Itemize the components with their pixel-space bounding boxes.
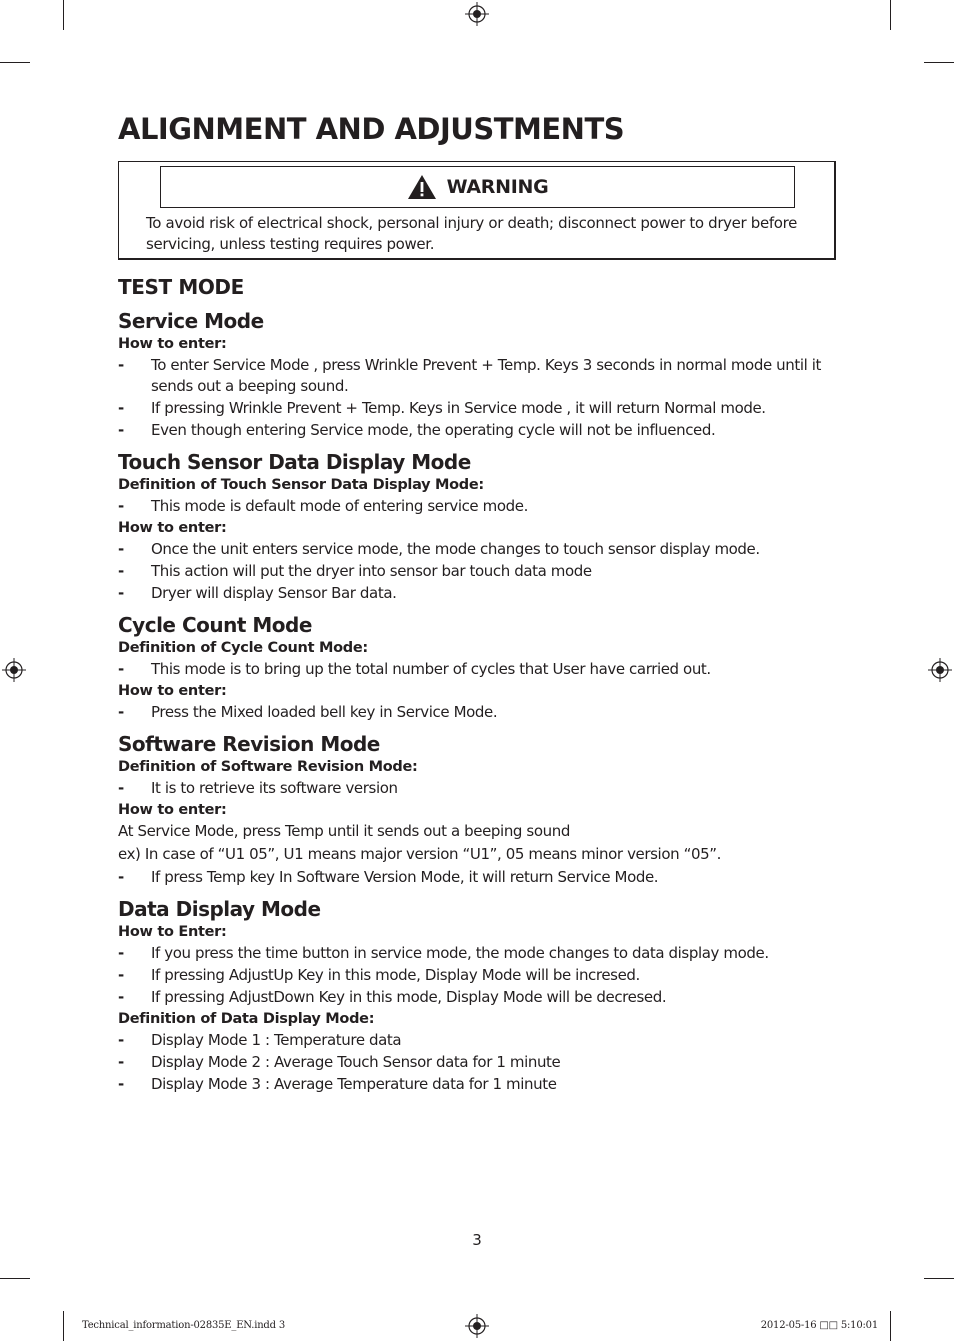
bullet-list — [118, 496, 838, 517]
test-mode-title: TEST MODE — [118, 275, 244, 299]
bullet-item: - It is to retrieve its software version — [118, 778, 838, 799]
section-title: Software Revision Mode — [118, 732, 380, 756]
bullet-item: - This mode is to bring up the total number of cycles that User have carried out. — [118, 659, 838, 680]
bullet-item: - To enter Service Mode , press Wrinkle Prevent + Temp. Keys 3 seconds in normal mode until it sends out a beeping sound. — [118, 355, 838, 397]
paragraph: ex) In case of “U1 05”, U1 means major version “U1”, 05 means minor version “05”. — [118, 845, 721, 863]
crop-mark — [63, 1311, 64, 1341]
subheading-label: Definition of Cycle Count Mode: — [118, 640, 368, 656]
section-title: Touch Sensor Data Display Mode — [118, 450, 471, 474]
section — [118, 896, 838, 1095]
registration-mark-icon — [2, 658, 26, 682]
section-title: Service Mode — [118, 309, 264, 333]
subheading-label: How to enter: — [118, 802, 227, 818]
crop-mark — [0, 1278, 30, 1279]
registration-mark-icon — [465, 2, 489, 26]
subheading-label: How to enter: — [118, 520, 227, 536]
page-number: 3 — [472, 1231, 482, 1249]
bullet-item: - Display Mode 3 : Average Temperature data for 1 minute — [118, 1074, 838, 1095]
paragraph: At Service Mode, press Temp until it sends out a beeping sound — [118, 822, 570, 840]
bullet-item: - This mode is default mode of entering service mode. — [118, 496, 838, 517]
registration-mark-icon — [465, 1314, 489, 1338]
bullet-list — [118, 539, 838, 604]
bullet-item: - If pressing AdjustUp Key in this mode, Display Mode will be incresed. — [118, 965, 838, 986]
section-title: Data Display Mode — [118, 897, 321, 921]
subheading-label: Definition of Touch Sensor Data Display Mode: — [118, 477, 484, 493]
bullet-item: - Once the unit enters service mode, the mode changes to touch sensor display mode. — [118, 539, 838, 560]
crop-mark — [0, 62, 30, 63]
sections-container — [118, 308, 838, 1095]
bullet-item: - Press the Mixed loaded bell key in Service Mode. — [118, 702, 838, 723]
section — [118, 449, 838, 604]
content — [118, 274, 838, 1103]
bullet-item: - If press Temp key In Software Version Mode, it will return Service Mode. — [118, 867, 838, 888]
subheading-label: Definition of Software Revision Mode: — [118, 759, 418, 775]
page-title: ALIGNMENT AND ADJUSTMENTS — [118, 112, 625, 146]
bullet-list — [118, 355, 838, 441]
bullet-list — [118, 867, 838, 888]
bullet-item: - Even though entering Service mode, the operating cycle will not be influenced. — [118, 420, 838, 441]
bullet-item: - This action will put the dryer into sensor bar touch data mode — [118, 561, 838, 582]
section — [118, 731, 838, 888]
crop-mark — [890, 1311, 891, 1341]
crop-mark — [924, 1278, 954, 1279]
warning-box — [118, 161, 836, 260]
subheading-label: Definition of Data Display Mode: — [118, 1011, 375, 1027]
warning-header — [160, 166, 795, 208]
section-title: Cycle Count Mode — [118, 613, 312, 637]
section — [118, 308, 838, 441]
bullet-list — [118, 778, 838, 799]
warning-text: To avoid risk of electrical shock, personal injury or death; disconnect power to dryer before servicing, unless testing requires power. — [146, 214, 797, 253]
bullet-item: - If you press the time button in service mode, the mode changes to data display mode. — [118, 943, 838, 964]
footer-slug-left: Technical_information-02835E_EN.indd 3 — [82, 1320, 285, 1331]
crop-mark — [924, 62, 954, 63]
bullet-list — [118, 659, 838, 680]
subheading-label: How to Enter: — [118, 924, 227, 940]
warning-label: WARNING — [446, 176, 549, 198]
subheading-label: How to enter: — [118, 683, 227, 699]
section — [118, 612, 838, 723]
bullet-item: - Display Mode 1 : Temperature data — [118, 1030, 838, 1051]
bullet-list — [118, 943, 838, 1008]
subheading-label: How to enter: — [118, 336, 227, 352]
crop-mark — [890, 0, 891, 30]
registration-mark-icon — [928, 658, 952, 682]
bullet-list — [118, 702, 838, 723]
footer-slug-right: 2012-05-16 □□ 5:10:01 — [760, 1320, 878, 1331]
bullet-list — [118, 1030, 838, 1095]
bullet-item: - Display Mode 2 : Average Touch Sensor data for 1 minute — [118, 1052, 838, 1073]
bullet-item: - If pressing AdjustDown Key in this mode, Display Mode will be decresed. — [118, 987, 838, 1008]
crop-mark — [63, 0, 64, 30]
warning-triangle-icon — [407, 174, 437, 200]
bullet-item: - If pressing Wrinkle Prevent + Temp. Keys in Service mode , it will return Normal mode. — [118, 398, 838, 419]
bullet-item: - Dryer will display Sensor Bar data. — [118, 583, 838, 604]
